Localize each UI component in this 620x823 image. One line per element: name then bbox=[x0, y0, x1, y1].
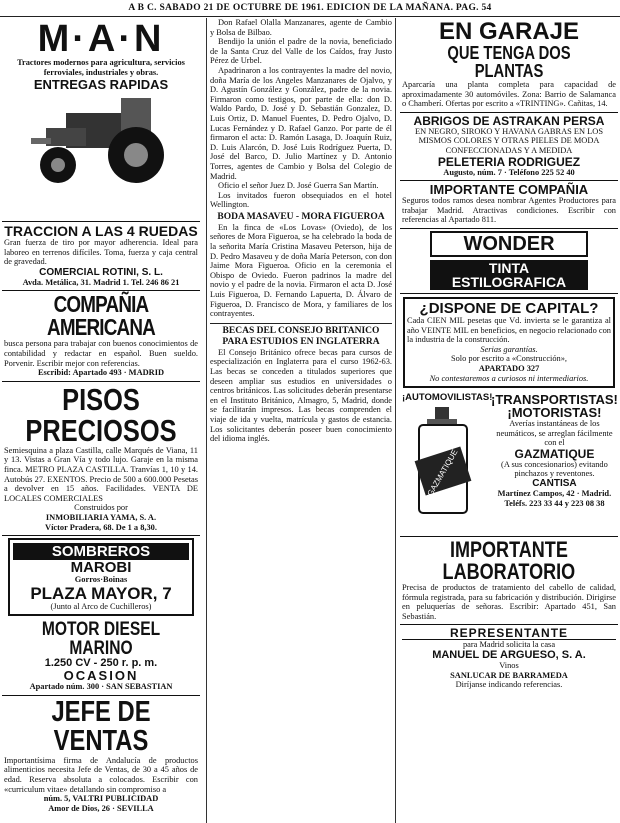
sombreros-note: (Junto al Arco de Cuchilleros) bbox=[50, 601, 152, 611]
capital-guarantee: Serias garantías. bbox=[480, 344, 538, 354]
traccion-text: Gran fuerza de tiro por mayor adherencia. Ideal para laboreo en terrenos difíciles. Toma, fuerza y caja central de gravedad. bbox=[4, 238, 198, 267]
pisos-built: Construidos por bbox=[74, 503, 128, 513]
sombreros-brand: MAROBI bbox=[70, 559, 132, 577]
news-paragraph: Don Rafael Olalla Manzanares, agente de Cambio y Bolsa de Bilbao. bbox=[210, 18, 392, 37]
traccion-ad bbox=[2, 222, 200, 291]
rep-company: MANUEL DE ARGUESO, S. A. bbox=[432, 649, 586, 662]
capital-note: No contestaremos a curiosos ni intermediarios. bbox=[429, 373, 589, 383]
compania-reply: Escribid: Apartado 493 · MADRID bbox=[37, 368, 165, 378]
auto-heading-2: ¡MOTORISTAS! bbox=[507, 405, 602, 421]
news-paragraph: Bendijo la unión el padre de la novia, beneficiado de la Santa Cruz del Valle de los Caídos, fray Justo Pérez de Urbel. bbox=[210, 37, 392, 66]
garaje-title-2: QUE TENGA DOS PLANTAS bbox=[447, 43, 571, 81]
wonder-sub: TINTA ESTILOGRAFICA bbox=[430, 260, 588, 290]
jefe-text: Importantísima firma de Andalucía de productos alimenticios necesita Jefe de Ventas, de 30 a 45 años de edad. Reserva absoluta a colocados. Escribir con «curriculum vitae» detallando sin compromiso a bbox=[4, 755, 198, 794]
capital-write: Solo por escrito a «Construcción», bbox=[450, 354, 568, 364]
capital-ad bbox=[403, 297, 615, 388]
sombreros-ad bbox=[8, 538, 194, 616]
motor-ocasion: OCASION bbox=[63, 668, 139, 684]
motor-ad bbox=[2, 618, 200, 696]
pisos-company: INMOBILIARIA YAMA, S. A. bbox=[45, 512, 157, 522]
garaje-title-1: EN GARAJE bbox=[438, 18, 580, 45]
news-paragraph: Oficio el señor Juez D. José Guerra San Martín. bbox=[218, 181, 379, 191]
motor-spec: 1.250 CV - 250 r. p. m. bbox=[44, 657, 158, 670]
abrigos-title: ABRIGOS DE ASTRAKAN PERSA bbox=[413, 113, 605, 128]
garaje-text: Aparcaría una planta completa para capacidad de aproximadamente 30 automóviles. Zona: Barrio de Salamanca o Chamberí. Ofertas por escrito a «TRINTING». Cañitas, 14. bbox=[402, 80, 616, 109]
wonder-brand: WONDER bbox=[430, 231, 588, 257]
jefe-ventas-ad bbox=[2, 696, 200, 817]
pisos-text: Semiesquina a plaza Castilla, calle Marqués de Viana, 11 y 13. Vistas a Gran Vía y todo lujo. Garaje en la misma finca. METRO PLAZA CASTILLA. Tranvías 1, 10 y 14. Autobús 27. EXENTOS. Precio de 500 a 600.000 Pesetas a devolver en 15 años. Facilidades. VENTA DE LOCALES COMERCIALES bbox=[4, 445, 198, 503]
news-paragraph: Apadrinaron a los contrayentes la madre del novio, doña María de los Angeles Manzanares de Ojalvo, y D. Agustín González y González, padre de la novia. Firmaron como testigos, por parte de ella: don D. Waldo Pardo, D. José y D. Sebastián Gonzalez, D. Luis Ortiz, D. Manuel Fuentes, D. Pedro Ojalvo, D. Lucas Fernández y D. Rafael Ganzo. Por parte de él firmaron el acta: D. Ramón Lasaga, D. Joaquín Ruiz, D. Luis Alarcón, D. José Luis Rodríguez Puerta, D. José del Barco, D. Julio Martínez y D. Antonio Torres, agentes de Cambio y Bolsa del Colegio de Madrid. bbox=[210, 65, 392, 181]
representante-ad bbox=[400, 625, 618, 692]
column-ads-left bbox=[2, 18, 200, 823]
auto-text-2: (A sus concesionarios) evitando pinchazos y reventones. bbox=[501, 459, 608, 479]
boda-text: En la finca de «Los Lovas» (Oviedo), de los señores de Mora Figueroa, se ha celebrado la boda de la señorita María Cristina Masaveu Peterson, hija de D. Pedro Masaveu y de doña María Peterson, con don Jaime Mora Figueroa. Oficio en la ceremonia el Obispo de Oviedo. Fueron padrinos la madre del novio y el padre de la novia. Firmaron el acta D. José Luis Figueroa, D. Fernando Lapuerta, D. Álvaro de Figueroa, D. Francisco de Mora, y familiares de los contrayentes. bbox=[210, 222, 392, 319]
column-ads-right bbox=[400, 18, 618, 823]
compania-text: busca persona para trabajar con buenos conocimientos de contabilidad y redactar en español. Buen sueldo. Porvenir. Escribir mejor con referencias. bbox=[4, 339, 198, 368]
rep-vinos: Vinos bbox=[499, 661, 519, 671]
traccion-company: COMERCIAL ROTINI, S. L. bbox=[39, 266, 163, 278]
rep-note: Diríjanse indicando referencias. bbox=[455, 680, 563, 690]
sombreros-place: PLAZA MAYOR, 7 bbox=[30, 583, 172, 603]
auto-address: Martínez Campos, 42 · Madrid. Teléfs. 223 33 44 y 223 08 38 bbox=[497, 489, 612, 508]
sombreros-sub: Gorros·Boinas bbox=[74, 575, 128, 585]
jefe-address: Amor de Dios, 26 · SEVILLA bbox=[48, 803, 154, 813]
capital-text: Cada CIEN MIL pesetas que Vd. invierta se le garantiza al año VEINTE MIL en beneficios, en negocio relacionado con la industria de la construcción. bbox=[407, 315, 611, 345]
pisos-title: PISOS PRECIOSOS bbox=[25, 381, 177, 448]
rep-title: REPRESENTANTE bbox=[402, 627, 616, 640]
tractor-illustration bbox=[4, 93, 198, 188]
man-description: Tractores modernos para agricultura, servicios ferroviales, industriales y obras. bbox=[17, 58, 185, 77]
wonder-ad bbox=[400, 229, 618, 294]
auto-brand: CANTISA bbox=[532, 478, 577, 490]
auto-heading-1: ¡TRANSPORTISTAS! bbox=[491, 392, 618, 408]
importante-compania-ad bbox=[400, 181, 618, 229]
automovilistas-ad bbox=[400, 391, 618, 537]
auto-product: GAZMATIQUE bbox=[514, 446, 595, 461]
sombreros-title: SOMBREROS bbox=[13, 543, 189, 560]
becas-text: El Consejo Británico ofrece becas para cursos de especialización en Inglaterra para el curso 1962-63. Las becas se conceden a titulados superiores que deseen ampliar sus estudios en universidades o centros británicos. Las solicitudes deberán presentarse en el Instituto Británico, Almagro, 5, Madrid, donde se facilitarán impresos. Las becas comprenden el viaje de ida y vuelta, matrícula y gastos de estancia. Los solicitantes deberán poseer buen conocimiento del idioma inglés. bbox=[210, 347, 392, 444]
abrigos-shop: PELETERIA RODRIGUEZ bbox=[437, 154, 581, 169]
rep-text: para Madrid solicita la casa bbox=[462, 640, 556, 650]
laboratorio-ad bbox=[400, 537, 618, 625]
can-label: GAZMATIQUE bbox=[425, 447, 460, 498]
gazmatique-can bbox=[402, 392, 493, 533]
importante-text: Seguros todos ramos desea nombrar Agentes Productores para trabajar Madrid. Atractivas condiciones. Escribir con referencias al Apartado 811. bbox=[402, 196, 616, 225]
rep-place: SANLUCAR DE BARRAMEDA bbox=[450, 670, 568, 680]
boda-title: BODA MASAVEU - MORA FIGUEROA bbox=[217, 211, 385, 222]
capital-apartado: APARTADO 327 bbox=[478, 363, 540, 373]
pisos-ad bbox=[2, 382, 200, 536]
man-delivery: ENTREGAS RAPIDAS bbox=[33, 77, 169, 93]
garaje-ad bbox=[400, 18, 618, 113]
column-news bbox=[206, 18, 396, 823]
becas-title: BECAS DEL CONSEJO BRITANICO PARA ESTUDIOS EN INGLATERRA bbox=[210, 323, 392, 348]
compania-title: COMPAÑIA AMERICANA bbox=[47, 291, 155, 341]
abrigos-ad bbox=[400, 113, 618, 181]
lab-text: Precisa de productos de tratamiento del cabello de calidad, fórmula registrada, para su fabricación y distribución. Dirigirse en peluquerías de señoras. Escribir: Apartado 451, San Sebastián. bbox=[402, 583, 616, 621]
compania-americana-ad bbox=[2, 291, 200, 381]
news-paragraph: Los invitados fueron obsequiados en el hotel Wellington. bbox=[210, 190, 392, 210]
man-tractor-ad bbox=[2, 18, 200, 222]
page-header: A B C. SABADO 21 DE OCTUBRE DE 1961. EDICION DE LA MAÑANA. PAG. 54 bbox=[0, 0, 620, 17]
jefe-title: JEFE DE VENTAS bbox=[51, 695, 151, 757]
spray-can-icon bbox=[405, 403, 485, 518]
importante-title: IMPORTANTE COMPAÑIA bbox=[429, 182, 589, 198]
motor-title: MOTOR DIESEL MARINO bbox=[41, 619, 161, 660]
traccion-title: TRACCION A LAS 4 RUEDAS bbox=[4, 223, 198, 239]
abrigos-address: Augusto, núm. 7 · Teléfono 225 52 40 bbox=[443, 167, 575, 177]
pisos-address: Víctor Pradera, 68. De 1 a 8,30. bbox=[45, 522, 157, 532]
man-logo: M·A·N bbox=[37, 18, 165, 60]
auto-text: Averías instantáneas de los neumáticos, se arreglan fácilmente con el bbox=[496, 419, 613, 448]
auto-right bbox=[491, 393, 618, 533]
traccion-address: Avda. Metálica, 31. Madrid 1. Tel. 246 86 21 bbox=[22, 277, 180, 287]
auto-left-title: ¡AUTOMOVILISTAS! bbox=[402, 392, 493, 404]
lab-title-1: IMPORTANTE bbox=[450, 537, 568, 563]
jefe-ref: núm. 5, VALTRI PUBLICIDAD bbox=[43, 794, 159, 804]
capital-title: ¿DISPONE DE CAPITAL? bbox=[419, 299, 599, 317]
lab-title-2: LABORATORIO bbox=[442, 559, 576, 585]
motor-address: Apartado núm. 300 · SAN SEBASTIAN bbox=[29, 682, 173, 692]
abrigos-text: EN NEGRO, SIROKO Y HAVANA GABRAS EN LOS MISMOS COLORES Y OTRAS PIELES DE MODA CONFECCIONADAS Y A MEDIDA bbox=[415, 126, 603, 155]
